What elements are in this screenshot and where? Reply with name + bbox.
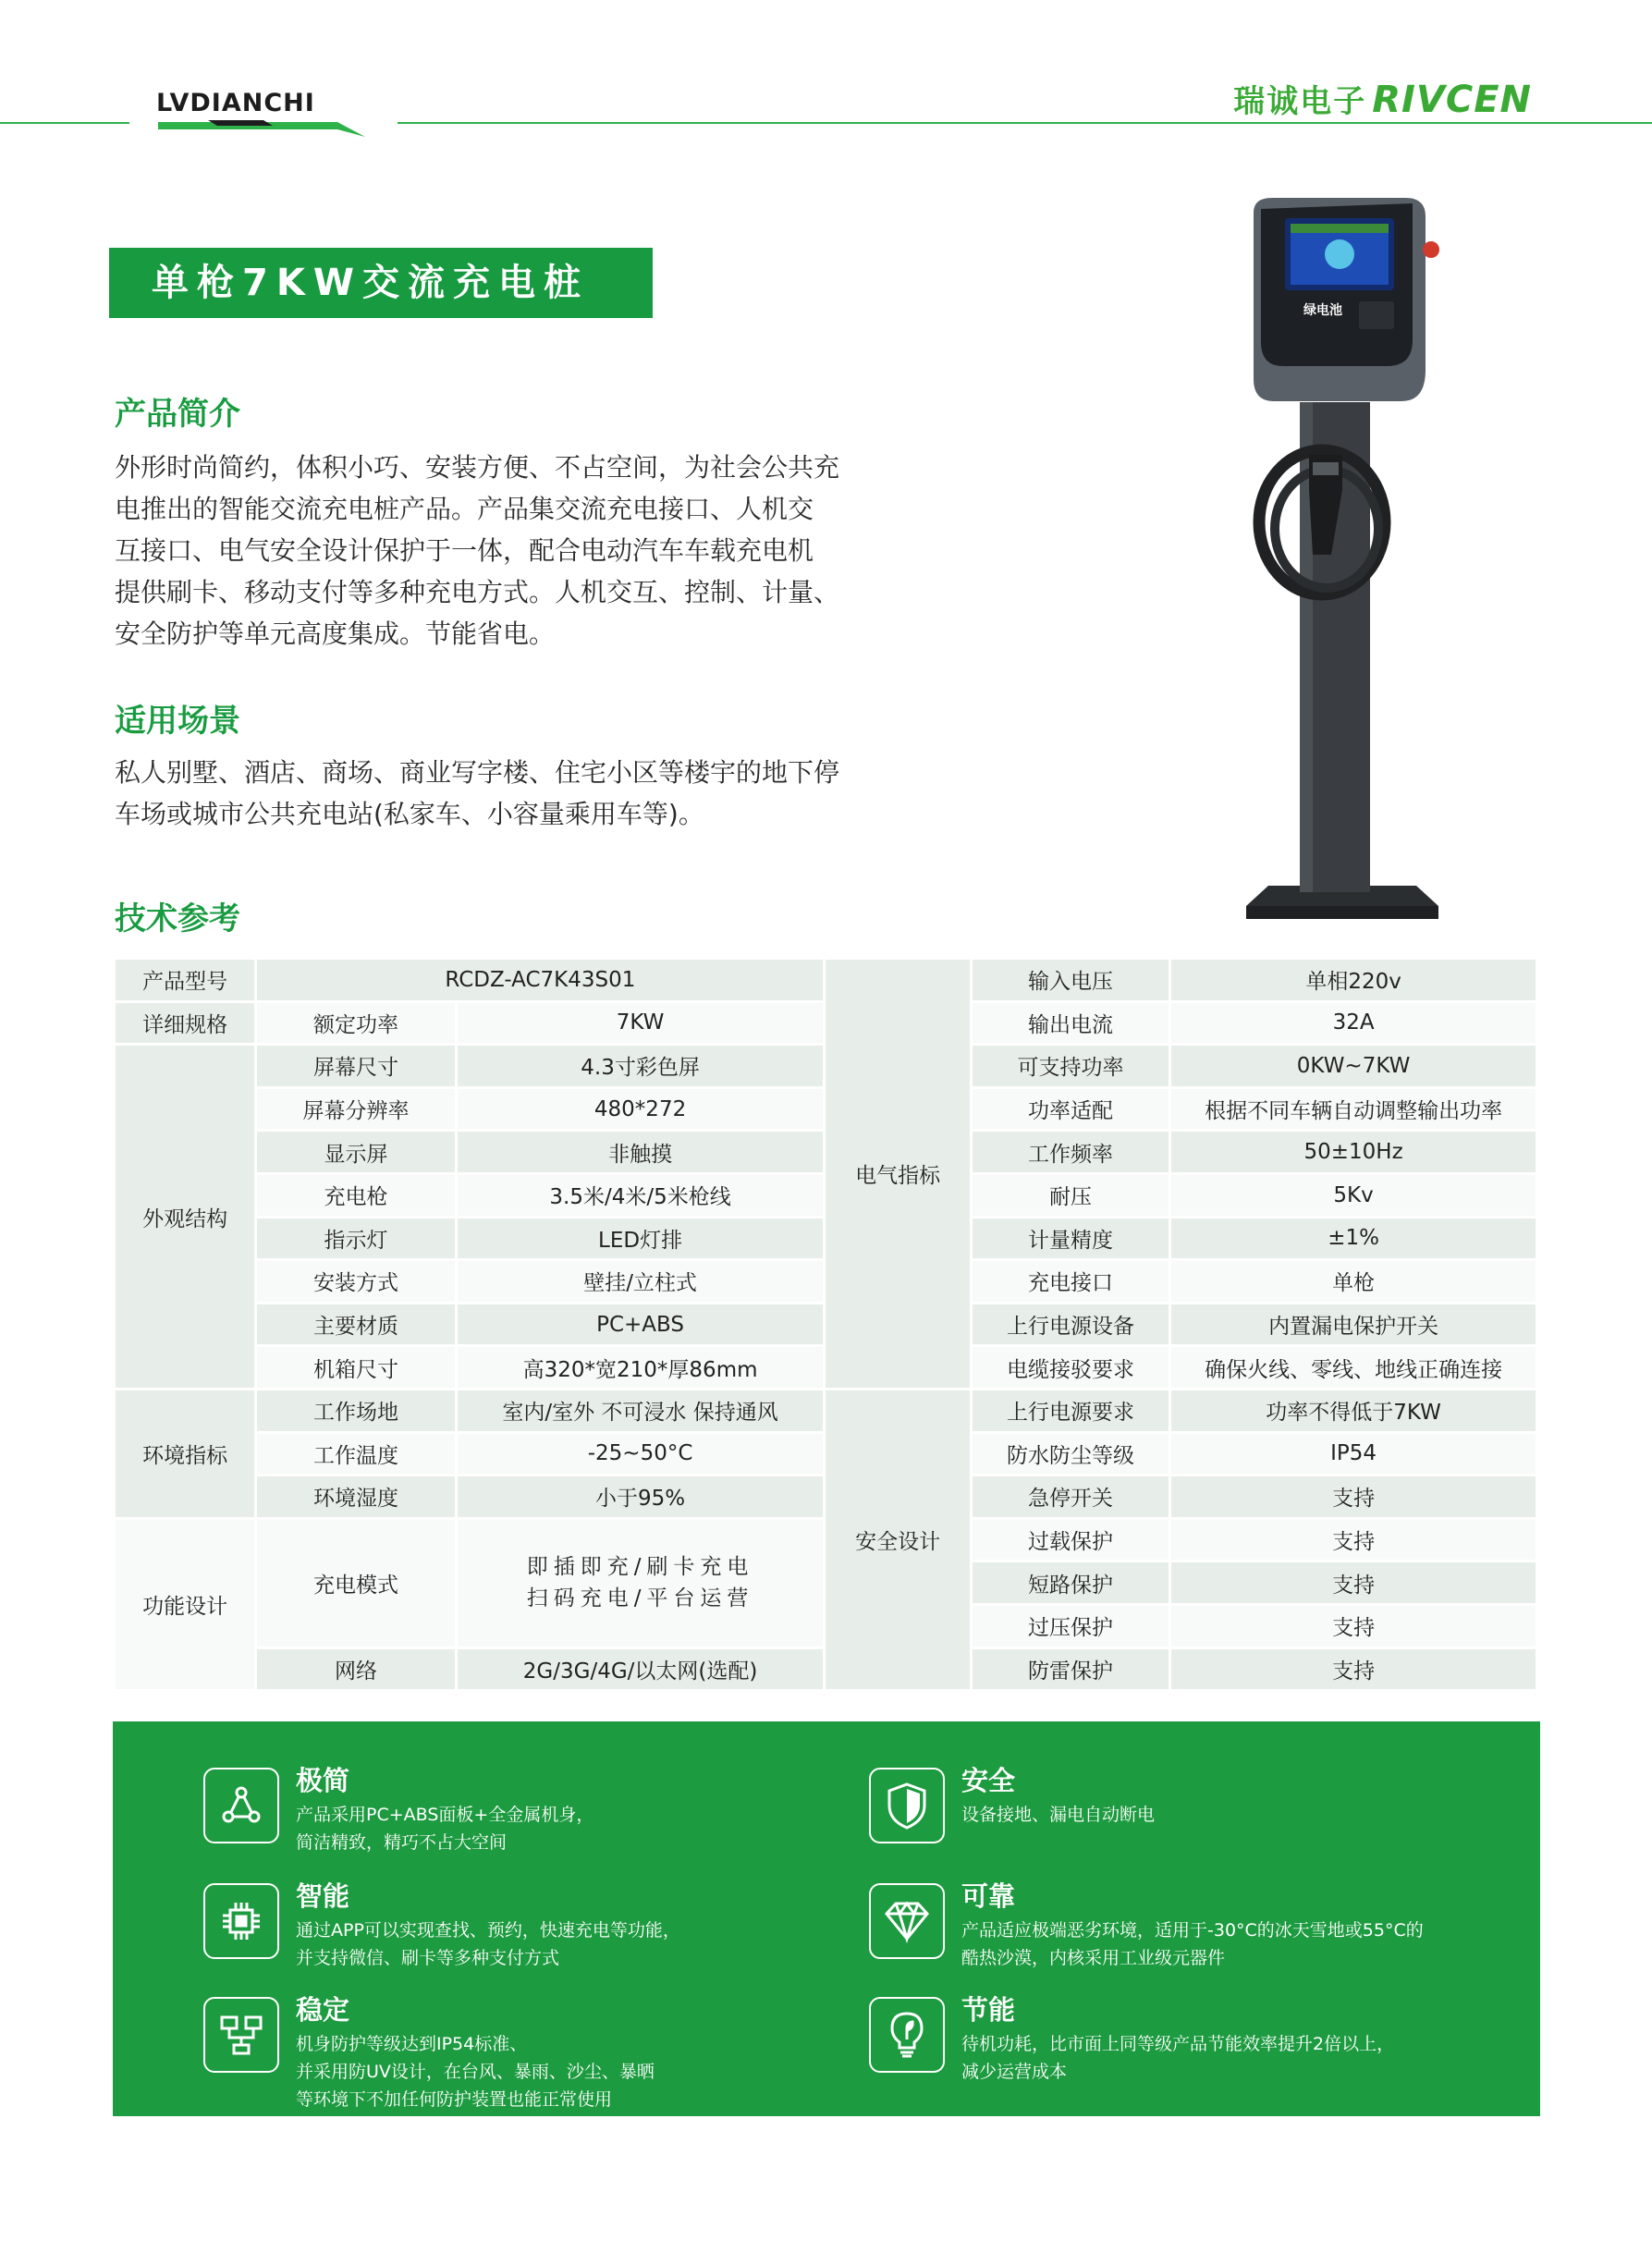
product-title: 单枪7KW交流充电桩 [109,248,653,318]
spec-value: 单枪 [1171,1261,1536,1302]
intro-heading: 产品简介 [115,396,240,433]
feature-desc: 设备接地、漏电自动断电 [961,1805,1156,1825]
spec-value: 7KW [458,1003,824,1044]
intro-text: 外形时尚简约，体积小巧、安装方便、不占空间，为社会公共充 电推出的智能交流充电桩产品。产品集交流充电接口、人机交 互接口、电气安全设计保护于一体，配合电动汽车车载充电机 提供刷卡、移动支付等多种充电方式。人机交互、控制、计量、 安全防护等单元高度集成。节能省电。 [115,452,840,649]
spec-value: 支持 [1171,1520,1536,1561]
spec-value: IP54 [1171,1434,1536,1475]
spec-value: 单相220v [1171,960,1536,1000]
feature-item [869,1765,1498,1879]
model-label: 产品型号 [116,960,254,1000]
nodes-icon [203,1768,279,1843]
appearance-category: 外观结构 [116,1046,254,1388]
spec-value: 确保火线、零线、地线正确连接 [1171,1347,1536,1388]
header-rule-right [398,122,1652,124]
shield-icon [869,1768,945,1843]
spec-value: 支持 [1171,1649,1536,1690]
electrical-category: 电气指标 [826,960,969,1388]
environment-category: 环境指标 [116,1390,254,1517]
spec-label: 急停开关 [973,1476,1169,1517]
spec-label: 电缆接驳要求 [973,1347,1169,1388]
spec-value: 480*272 [458,1089,824,1130]
spec-label: 主要材质 [257,1304,454,1345]
safety-category: 安全设计 [826,1390,969,1689]
spec-label: 防雷保护 [973,1649,1169,1690]
features-panel [113,1721,1540,2116]
function-category: 功能设计 [116,1520,254,1689]
feature-title: 可靠 [961,1880,1016,1912]
spec-label: 充电枪 [257,1175,454,1216]
bulb-icon [869,1997,945,2073]
spec-label: 上行电源设备 [973,1304,1169,1345]
spec-value: 50±10Hz [1171,1132,1536,1172]
spec-value: 0KW~7KW [1171,1046,1536,1086]
spec-value: 即插即充/刷卡充电 扫码充电/平台运营 [458,1520,824,1647]
spec-value: 支持 [1171,1606,1536,1647]
spec-value: 2G/3G/4G/以太网(选配) [458,1649,824,1690]
spec-value: 高320*宽210*厚86mm [458,1347,824,1388]
feature-item [203,1765,832,1879]
spec-label: 网络 [257,1649,454,1690]
spec-value: LED灯排 [458,1218,824,1259]
spec-value: PC+ABS [458,1304,824,1345]
spec-value: 非触摸 [458,1132,824,1172]
diamond-icon [869,1883,945,1959]
spec-value: 小于95% [458,1476,824,1517]
spec-label: 屏幕尺寸 [257,1046,454,1086]
spec-value: 3.5米/4米/5米枪线 [458,1175,824,1216]
feature-desc: 产品适应极端恶劣环境，适用于-30°C的冰天雪地或55°C的 酷热沙漠，内核采用工业级元器件 [961,1920,1424,1968]
spec-label: 充电接口 [973,1261,1169,1302]
spec-label: 可支持功率 [973,1046,1169,1086]
spec-label: 输入电压 [973,960,1169,1000]
spec-value: 5Kv [1171,1175,1536,1216]
feature-desc: 通过APP可以实现查找、预约，快速充电等功能， 并支持微信、刷卡等多种支付方式 [296,1920,680,1968]
spec-value: -25~50°C [458,1434,824,1475]
lvdianchi-logo: LVDIANCHI [153,89,365,148]
spec-value: 支持 [1171,1562,1536,1603]
spec-value: 内置漏电保护开关 [1171,1304,1536,1345]
spec-label: 计量精度 [973,1218,1169,1259]
spec-label: 工作频率 [973,1132,1169,1172]
specs-heading: 技术参考 [115,900,240,937]
header-rule-left [0,122,129,124]
spec-label: 额定功率 [257,1003,454,1044]
spec-label: 安装方式 [257,1261,454,1302]
spec-label: 指示灯 [257,1218,454,1259]
spec-row [116,960,1536,1000]
feature-desc: 待机功耗，比市面上同等级产品节能效率提升2倍以上， 减少运营成本 [961,2034,1395,2082]
feature-title: 节能 [961,1994,1016,2026]
feature-item [869,1994,1498,2108]
feature-item [203,1880,832,1994]
scenario-heading: 适用场景 [115,703,240,740]
feature-title: 安全 [961,1765,1016,1796]
spec-label: 短路保护 [973,1562,1169,1603]
feature-item [869,1880,1498,1994]
spec-label: 屏幕分辨率 [257,1089,454,1130]
detail-label: 详细规格 [116,1003,254,1044]
spec-value: 4.3寸彩色屏 [458,1046,824,1086]
spec-label: 充电模式 [257,1520,454,1647]
feature-title: 智能 [296,1880,350,1912]
spec-label: 显示屏 [257,1132,454,1172]
spec-label: 耐压 [973,1175,1169,1216]
spec-label: 工作场地 [257,1390,454,1431]
feature-title: 极简 [296,1765,350,1796]
spec-value: 32A [1171,1003,1536,1044]
spec-value: 功率不得低于7KW [1171,1390,1536,1431]
logo-swoosh-icon [153,116,365,144]
model-value: RCDZ-AC7K43S01 [257,960,823,1000]
feature-desc: 产品采用PC+ABS面板+全金属机身， 简洁精致，精巧不占大空间 [296,1805,594,1853]
spec-row [116,1390,1536,1431]
spec-label: 环境湿度 [257,1476,454,1517]
spec-label: 过载保护 [973,1520,1169,1561]
spec-label: 功率适配 [973,1089,1169,1130]
spec-value: 室内/室外 不可浸水 保持通风 [458,1390,824,1431]
scenario-text: 私人别墅、酒店、商场、商业写字楼、住宅小区等楼宇的地下停 车场或城市公共充电站(私家车、小容量乘用车等)。 [115,757,840,829]
spec-value: 支持 [1171,1476,1536,1517]
chip-icon [203,1883,279,1959]
spec-value: ±1% [1171,1218,1536,1259]
network-icon [203,1997,279,2073]
spec-table [113,957,1538,1692]
feature-desc: 机身防护等级达到IP54标准、 并采用防UV设计，在台风、暴雨、沙尘、暴晒 等环境下不加任何防护装置也能正常使用 [296,2034,655,2110]
spec-label: 过压保护 [973,1606,1169,1647]
feature-item [203,1994,832,2110]
spec-value: 壁挂/立柱式 [458,1261,824,1302]
charger-product-image [1220,185,1461,943]
spec-label: 上行电源要求 [973,1390,1169,1431]
spec-label: 工作温度 [257,1434,454,1475]
rivcen-logo: 瑞诚电子 RIVCEN [1233,79,1532,121]
product-screen-label: 绿电池 [1303,303,1342,318]
spec-label: 输出电流 [973,1003,1169,1044]
spec-label: 防水防尘等级 [973,1434,1169,1475]
spec-label: 机箱尺寸 [257,1347,454,1388]
feature-title: 稳定 [296,1994,350,2026]
spec-value: 根据不同车辆自动调整输出功率 [1171,1089,1536,1130]
